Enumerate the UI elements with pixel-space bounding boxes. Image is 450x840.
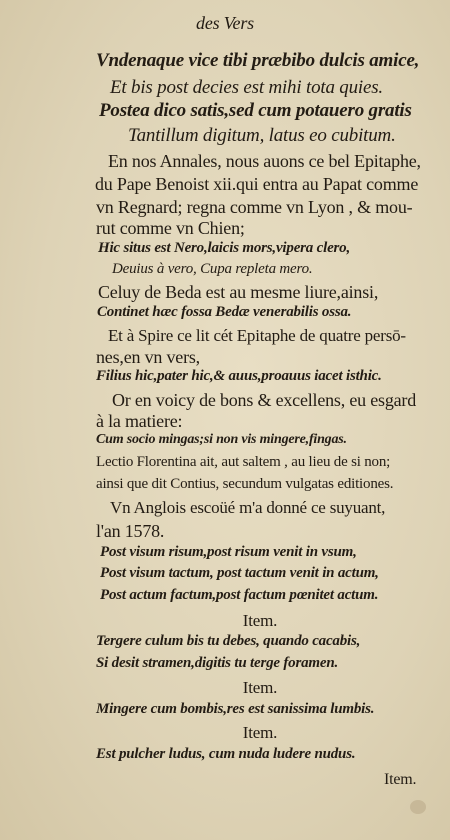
body-line: à la matiere: xyxy=(96,411,183,431)
body-line: du Pape Benoist xii.qui entra au Papat comme xyxy=(95,174,419,194)
verse-line: Post visum tactum, post tactum venit in actum, xyxy=(100,565,379,581)
body-line: Vn Anglois escoüé m'a donné ce suyuant, xyxy=(110,498,386,517)
verse-line: Et bis post decies est mihi tota quies. xyxy=(110,77,383,98)
verse-line: Tantillum digitum, latus eo cubitum. xyxy=(128,125,396,146)
running-header: des Vers xyxy=(196,13,254,33)
body-line: Celuy de Beda est au mesme liure,ainsi, xyxy=(98,282,379,302)
body-line: ainsi que dit Contius, secundum vulgatas editiones. xyxy=(96,476,394,492)
verse-line: Post actum factum,post factum pœnitet actum. xyxy=(100,587,379,603)
body-line: Lectio Florentina ait, aut saltem , au lieu de si non; xyxy=(96,454,391,470)
verse-line: Tergere culum bis tu debes, quando cacabis, xyxy=(96,633,361,649)
verse-line: Filius hic,pater hic,& auus,proauus iacet isthic. xyxy=(96,368,382,384)
body-line: Or en voicy de bons & excellens, eu esgard xyxy=(112,390,416,410)
item-heading: Item. xyxy=(242,611,278,630)
body-line: l'an 1578. xyxy=(96,521,165,541)
body-line: Et à Spire ce lit cét Epitaphe de quatre persō- xyxy=(108,326,406,345)
verse-line: Si desit stramen,digitis tu terge foramen. xyxy=(96,655,339,671)
verse-line: Hic situs est Nero,laicis mors,vipera clero, xyxy=(98,240,351,256)
body-line: rut comme vn Chien; xyxy=(96,218,245,238)
verse-line: Cum socio mingas;si non vis mingere,fingas. xyxy=(96,432,347,447)
body-line: vn Regnard; regna comme vn Lyon , & mou- xyxy=(96,197,413,217)
body-line: nes,en vn vers, xyxy=(96,347,200,367)
verse-line: Deuius à vero, Cupa repleta mero. xyxy=(112,261,313,277)
body-line: En nos Annales, nous auons ce bel Epitaphe, xyxy=(108,151,421,171)
catchword: Item. xyxy=(384,771,417,788)
verse-line: Post visum risum,post risum venit in vsum, xyxy=(100,544,357,560)
item-heading: Item. xyxy=(242,723,278,742)
verse-line: Mingere cum bombis,res est sanissima lumbis. xyxy=(96,701,375,717)
verse-line: Continet hæc fossa Bedæ venerabilis ossa. xyxy=(97,304,352,320)
verse-line: Vndenaque vice tibi præbibo dulcis amice, xyxy=(96,50,420,71)
verse-line: Postea dico satis,sed cum potauero gratis xyxy=(99,100,412,121)
verse-line: Est pulcher ludus, cum nuda ludere nudus. xyxy=(96,746,356,762)
item-heading: Item. xyxy=(242,678,278,697)
